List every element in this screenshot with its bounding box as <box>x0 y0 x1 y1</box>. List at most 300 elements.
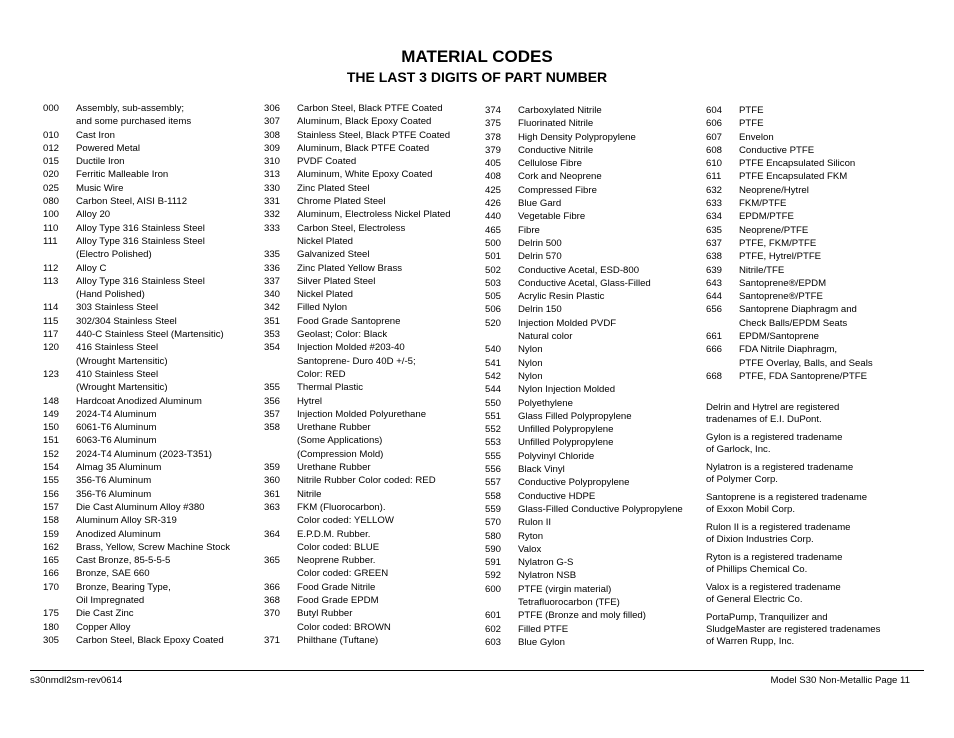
material-code: 374 <box>485 105 502 116</box>
page-title: MATERIAL CODES <box>401 47 553 66</box>
trademark-note-line: of Phillips Chemical Co. <box>706 564 808 575</box>
material-code: 158 <box>43 515 60 527</box>
material-code-row <box>264 168 479 181</box>
material-description: Nickel Plated <box>297 289 353 301</box>
material-code: 553 <box>485 437 502 449</box>
material-code-row <box>485 476 705 489</box>
material-description: Fibre <box>518 224 540 236</box>
material-code-row <box>264 528 479 541</box>
material-code-row <box>485 303 705 316</box>
trademark-note-line: Santoprene is a registered tradename <box>706 492 868 503</box>
material-description: Zinc Plated Steel <box>297 182 370 194</box>
material-description: Injection Molded PVDF <box>518 317 617 329</box>
material-description: Carbon Steel, Black PTFE Coated <box>297 103 443 114</box>
material-code: 580 <box>485 530 502 542</box>
material-code-row <box>264 235 479 248</box>
material-description: Santoprene- Duro 40D +/-5; <box>297 355 416 367</box>
material-code-row <box>43 355 258 368</box>
material-code-row <box>264 355 479 368</box>
material-code-row <box>264 541 479 554</box>
material-code: 611 <box>706 171 722 183</box>
material-code: 166 <box>43 568 60 580</box>
material-description: Color coded: BLUE <box>297 541 380 553</box>
trademark-note-line: of Dixion Industries Corp. <box>706 534 814 545</box>
material-code-row <box>264 581 479 594</box>
material-code: 025 <box>43 182 60 194</box>
material-code: 114 <box>43 302 59 314</box>
material-code: 607 <box>706 131 723 143</box>
material-code: 020 <box>43 169 60 181</box>
material-code: 542 <box>485 370 502 382</box>
material-code: 123 <box>43 368 60 380</box>
material-description: Hytrel <box>297 395 323 407</box>
material-description: Alloy 20 <box>76 209 111 221</box>
material-description: FKM (Fluorocarbon). <box>297 501 386 513</box>
trademark-notes <box>706 402 906 654</box>
material-description: Cellulose Fibre <box>518 158 582 170</box>
material-description: Color coded: BROWN <box>297 621 391 633</box>
material-description: PTFE (Bronze and moly filled) <box>518 610 646 622</box>
material-code-row <box>706 170 906 183</box>
material-code: 356 <box>264 395 281 407</box>
material-description: Ductile Iron <box>76 156 125 168</box>
material-description: Carboxylated Nitrile <box>518 105 602 116</box>
material-code-row <box>485 330 705 343</box>
material-description: PVDF Coated <box>297 156 357 168</box>
material-code-row <box>485 556 705 569</box>
material-code-row <box>43 607 258 620</box>
material-description: 410 Stainless Steel <box>76 368 159 380</box>
material-code-row <box>43 581 258 594</box>
material-code: 330 <box>264 182 281 194</box>
material-code-row <box>43 594 258 607</box>
material-code-row <box>706 290 906 303</box>
material-description: PTFE Encapsulated Silicon <box>739 158 856 170</box>
material-code: 668 <box>706 370 723 382</box>
material-code-row <box>485 383 705 396</box>
material-code: 309 <box>264 142 281 154</box>
material-code: 365 <box>264 555 281 567</box>
material-code-row <box>485 197 705 210</box>
material-description: PTFE <box>739 105 764 116</box>
material-code-row <box>43 448 258 461</box>
material-description: Filled PTFE <box>518 623 569 635</box>
material-code-row <box>264 607 479 620</box>
material-code-row <box>264 208 479 221</box>
material-code-row <box>485 543 705 556</box>
material-code-row <box>43 434 258 447</box>
material-code: 313 <box>264 169 281 181</box>
material-code: 307 <box>264 116 281 128</box>
material-description: Cast Bronze, 85-5-5-5 <box>76 555 171 567</box>
material-code-row <box>264 129 479 142</box>
material-code-row <box>485 609 705 622</box>
material-code: 544 <box>485 384 502 396</box>
material-code: 156 <box>43 488 60 500</box>
material-description: Conductive HDPE <box>518 490 596 502</box>
material-code: 559 <box>485 503 502 515</box>
material-description: High Density Polypropylene <box>518 131 636 143</box>
material-description: Nitrile Rubber Color coded: RED <box>297 475 436 487</box>
material-description: Stainless Steel, Black PTFE Coated <box>297 129 451 141</box>
material-code-row <box>264 474 479 487</box>
material-code-row <box>485 410 705 423</box>
material-code-row <box>706 237 906 250</box>
material-code: 112 <box>43 262 59 274</box>
material-code-row <box>264 594 479 607</box>
material-code: 148 <box>43 395 60 407</box>
material-code-row <box>264 421 479 434</box>
material-code: 606 <box>706 118 723 130</box>
material-code-row <box>264 514 479 527</box>
material-code: 159 <box>43 528 60 540</box>
material-code-row <box>485 357 705 370</box>
material-code: 363 <box>264 501 281 513</box>
trademark-note-line: tradenames of E.I. DuPont. <box>706 414 822 425</box>
material-description: Santoprene®/EPDM <box>739 277 827 289</box>
material-code: 335 <box>264 249 281 261</box>
material-code: 502 <box>485 264 502 276</box>
material-code-row <box>43 567 258 580</box>
material-description: Geolast; Color: Black <box>297 329 388 341</box>
material-code-row <box>706 357 906 370</box>
codes-column-1 <box>43 102 258 647</box>
material-code-row <box>264 567 479 580</box>
material-code-row <box>485 277 705 290</box>
codes-column-3 <box>485 104 705 649</box>
material-code: 639 <box>706 264 723 276</box>
material-code: 336 <box>264 262 281 274</box>
material-code-row <box>43 315 258 328</box>
material-code: 364 <box>264 528 281 540</box>
material-code: 643 <box>706 277 723 289</box>
material-code-row <box>264 288 479 301</box>
material-code: 591 <box>485 557 502 569</box>
material-code: 332 <box>264 209 281 221</box>
material-code: 661 <box>706 331 723 343</box>
material-description: Polyethylene <box>518 397 573 409</box>
material-code: 366 <box>264 581 281 593</box>
material-code-row <box>264 434 479 447</box>
material-code: 600 <box>485 583 502 595</box>
material-code: 540 <box>485 344 502 356</box>
material-description: Vegetable Fibre <box>518 211 586 223</box>
material-code: 175 <box>43 608 60 620</box>
material-code: 379 <box>485 144 502 156</box>
material-code-row <box>264 461 479 474</box>
material-description: Nylon Injection Molded <box>518 384 616 396</box>
material-code-row <box>706 303 906 316</box>
material-code: 015 <box>43 156 60 168</box>
material-code-row <box>43 621 258 634</box>
material-description: Injection Molded #203-40 <box>297 342 405 354</box>
material-description: Glass-Filled Conductive Polypropylene <box>518 503 683 515</box>
material-code-row <box>43 248 258 261</box>
material-code: 340 <box>264 289 281 301</box>
material-code-row <box>43 129 258 142</box>
material-code-row <box>43 222 258 235</box>
material-code: 012 <box>43 142 60 154</box>
material-code-row <box>485 516 705 529</box>
material-code-row <box>264 341 479 354</box>
material-code-row <box>43 288 258 301</box>
material-code-row <box>264 621 479 634</box>
material-code-row <box>264 115 479 128</box>
material-code-row <box>43 408 258 421</box>
material-description: Assembly, sub-assembly; <box>76 103 185 114</box>
trademark-note-line: Nylatron is a registered tradename <box>706 462 854 473</box>
material-description: (Wrought Martensitic) <box>76 382 168 394</box>
material-code-row <box>485 144 705 157</box>
material-code-row <box>485 636 705 649</box>
material-description: Unfilled Polypropylene <box>518 437 614 449</box>
material-code: 633 <box>706 198 723 210</box>
material-code: 111 <box>43 235 58 247</box>
trademark-note <box>706 432 906 456</box>
material-description: Powered Metal <box>76 142 140 154</box>
material-code: 120 <box>43 342 60 354</box>
material-code: 550 <box>485 397 502 409</box>
material-description: Hardcoat Anodized Aluminum <box>76 395 202 407</box>
material-code-row <box>485 450 705 463</box>
material-description: E.P.D.M. Rubber. <box>297 528 371 540</box>
trademark-note-line: of Exxon Mobil Corp. <box>706 504 796 515</box>
material-code-row <box>706 157 906 170</box>
page-subtitle: THE LAST 3 DIGITS OF PART NUMBER <box>346 69 608 85</box>
material-description: Silver Plated Steel <box>297 275 376 287</box>
material-code-row <box>485 104 705 117</box>
material-description: Carbon Steel, AISI B-1112 <box>76 196 188 208</box>
material-description: Unfilled Polypropylene <box>518 424 614 436</box>
material-code-row <box>706 131 906 144</box>
material-code-row <box>264 501 479 514</box>
material-code: 551 <box>485 410 502 422</box>
material-code-row <box>706 250 906 263</box>
material-description: Delrin 150 <box>518 304 562 316</box>
material-code: 500 <box>485 237 502 249</box>
material-code: 331 <box>264 196 281 208</box>
material-code-row <box>485 423 705 436</box>
material-code: 506 <box>485 304 502 316</box>
material-code-row <box>264 195 479 208</box>
trademark-note <box>706 522 906 546</box>
material-description: Zinc Plated Yellow Brass <box>297 262 403 274</box>
material-description: (Some Applications) <box>297 435 383 447</box>
material-code: 601 <box>485 610 502 622</box>
material-description: Filled Nylon <box>297 302 348 314</box>
material-code-row <box>485 436 705 449</box>
material-code: 426 <box>485 198 502 210</box>
material-description: (Compression Mold) <box>297 448 384 460</box>
material-code: 113 <box>43 275 59 287</box>
material-description: Conductive Polypropylene <box>518 477 630 489</box>
material-description: Aluminum, White Epoxy Coated <box>297 169 433 181</box>
material-description: Color coded: GREEN <box>297 568 389 580</box>
material-description: Chrome Plated Steel <box>297 196 386 208</box>
material-description: Glass Filled Polypropylene <box>518 410 632 422</box>
material-code-row <box>706 117 906 130</box>
material-code-row <box>43 461 258 474</box>
material-description: Nickel Plated <box>297 235 353 247</box>
material-code: 603 <box>485 636 502 648</box>
material-description: FKM/PTFE <box>739 198 787 210</box>
material-code-row <box>485 623 705 636</box>
material-code: 010 <box>43 129 60 141</box>
material-code: 152 <box>43 448 60 460</box>
material-code-row <box>485 317 705 330</box>
material-code-row <box>43 208 258 221</box>
material-description: Fluorinated Nitrile <box>518 118 594 130</box>
material-description: (Wrought Martensitic) <box>76 355 168 367</box>
material-code-row <box>43 381 258 394</box>
material-code-row <box>264 222 479 235</box>
material-description: Compressed Fibre <box>518 184 597 196</box>
material-code-row <box>43 262 258 275</box>
material-description: Color coded: YELLOW <box>297 515 394 527</box>
material-code: 157 <box>43 501 60 513</box>
trademark-note-line: Valox is a registered tradename <box>706 582 841 593</box>
material-code: 170 <box>43 581 60 593</box>
material-code: 378 <box>485 131 502 143</box>
material-code-row <box>706 224 906 237</box>
material-code-row <box>264 381 479 394</box>
material-description: Alloy Type 316 Stainless Steel <box>76 275 205 287</box>
material-code-row <box>264 248 479 261</box>
trademark-note-line: PortaPump, Tranquilizer and <box>706 612 828 623</box>
material-description: and some purchased items <box>76 116 192 128</box>
material-description: Delrin 570 <box>518 251 562 263</box>
material-description: PTFE, FKM/PTFE <box>739 237 817 249</box>
material-code-row <box>485 490 705 503</box>
material-code: 154 <box>43 462 60 474</box>
material-description: Philthane (Tuftane) <box>297 634 379 646</box>
material-description: Die Cast Zinc <box>76 608 134 620</box>
material-code-row <box>706 277 906 290</box>
material-description: Blue Gylon <box>518 636 565 648</box>
material-description: Food Grade Santoprene <box>297 315 401 327</box>
material-code: 351 <box>264 315 281 327</box>
trademark-note-line: Delrin and Hytrel are registered <box>706 402 840 413</box>
material-code: 151 <box>43 435 60 447</box>
material-description: Thermal Plastic <box>297 382 364 394</box>
material-code-row <box>43 514 258 527</box>
material-description: Conductive Acetal, ESD-800 <box>518 264 640 276</box>
trademark-note-line: of Warren Rupp, Inc. <box>706 636 795 647</box>
material-description: PTFE (virgin material) <box>518 583 612 595</box>
material-code: 375 <box>485 118 502 130</box>
material-description: EPDM/PTFE <box>739 211 794 223</box>
material-code-row <box>485 224 705 237</box>
material-code: 308 <box>264 129 281 141</box>
material-description: Nylatron NSB <box>518 570 577 582</box>
material-code: 425 <box>485 184 502 196</box>
material-code: 305 <box>43 634 60 646</box>
material-code: 556 <box>485 464 502 476</box>
material-code-row <box>264 368 479 381</box>
material-description: Die Cast Aluminum Alloy #380 <box>76 501 205 513</box>
material-code: 370 <box>264 608 281 620</box>
material-description: 303 Stainless Steel <box>76 302 159 314</box>
material-description: Bronze, SAE 660 <box>76 568 150 580</box>
material-code: 604 <box>706 105 723 116</box>
material-description: Nylon <box>518 357 543 369</box>
material-code-row <box>485 343 705 356</box>
material-description: Cork and Neoprene <box>518 171 602 183</box>
material-description: 356-T6 Aluminum <box>76 475 152 487</box>
material-description: Color: RED <box>297 368 346 380</box>
material-code-row <box>485 583 705 596</box>
material-description: Neoprene/PTFE <box>739 224 809 236</box>
material-description: 440-C Stainless Steel (Martensitic) <box>76 329 224 341</box>
material-code-row <box>264 155 479 168</box>
material-code-row <box>43 195 258 208</box>
material-code: 337 <box>264 275 281 287</box>
material-code: 342 <box>264 302 281 314</box>
material-description: Nylatron G-S <box>518 557 574 569</box>
material-code-row <box>264 275 479 288</box>
material-description: Food Grade EPDM <box>297 594 379 606</box>
material-description: 6063-T6 Aluminum <box>76 435 157 447</box>
material-code: 634 <box>706 211 723 223</box>
material-description: Aluminum, Black Epoxy Coated <box>297 116 432 128</box>
material-code-row <box>485 117 705 130</box>
material-code: 180 <box>43 621 60 633</box>
trademark-note-line: of General Electric Co. <box>706 594 803 605</box>
material-code: 552 <box>485 424 502 436</box>
material-code-row <box>43 541 258 554</box>
material-description: Carbon Steel, Electroless <box>297 222 406 234</box>
material-description: Injection Molded Polyurethane <box>297 408 427 420</box>
material-code-row <box>485 250 705 263</box>
trademark-note <box>706 612 906 648</box>
material-code: 333 <box>264 222 281 234</box>
material-code-row <box>43 142 258 155</box>
material-description: Tetrafluorocarbon (TFE) <box>518 596 620 608</box>
material-code: 592 <box>485 570 502 582</box>
material-code-row <box>485 237 705 250</box>
material-description: Conductive PTFE <box>739 144 815 156</box>
material-code-row <box>485 596 705 609</box>
material-code-row <box>264 102 479 115</box>
material-code-row <box>43 341 258 354</box>
material-code: 149 <box>43 408 60 420</box>
material-code-row <box>706 343 906 356</box>
material-code: 310 <box>264 156 281 168</box>
material-code: 155 <box>43 475 60 487</box>
material-code: 503 <box>485 277 502 289</box>
material-code-row <box>43 395 258 408</box>
material-description: Bronze, Bearing Type, <box>76 581 171 593</box>
material-code-row <box>264 142 479 155</box>
material-description: Almag 35 Aluminum <box>76 462 162 474</box>
material-code: 357 <box>264 408 281 420</box>
material-code-row <box>43 168 258 181</box>
material-code-row <box>264 634 479 647</box>
material-code: 602 <box>485 623 502 635</box>
material-code: 371 <box>264 634 281 646</box>
material-code-row <box>43 328 258 341</box>
material-code-row <box>264 395 479 408</box>
material-code: 000 <box>43 103 60 114</box>
material-code: 110 <box>43 222 59 234</box>
material-code: 405 <box>485 158 502 170</box>
material-description: Alloy Type 316 Stainless Steel <box>76 222 205 234</box>
material-code-row <box>43 102 258 115</box>
material-description: Nitrile <box>297 488 322 500</box>
material-description: 6061-T6 Aluminum <box>76 422 157 434</box>
material-description: Aluminum, Black PTFE Coated <box>297 142 430 154</box>
material-description: Santoprene®/PTFE <box>739 291 823 303</box>
